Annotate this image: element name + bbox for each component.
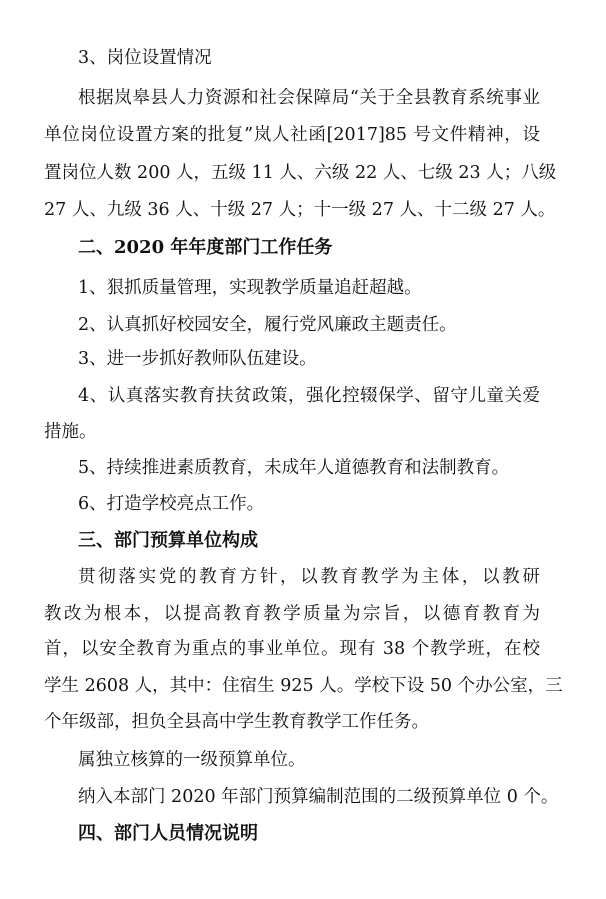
paragraph-line: 教改为根本，以提高教育教学质量为宗旨，以德育教育为	[44, 604, 540, 624]
paragraph-line: 27 人、九级 36 人、十级 27 人；十一级 27 人、十二级 27 人。	[44, 200, 556, 220]
task-item: 3、进一步抓好教师队伍建设。	[78, 349, 317, 369]
paragraph-line: 置岗位人数 200 人，五级 11 人、六级 22 人、七级 23 人；八级	[44, 163, 557, 183]
task-item: 6、打造学校亮点工作。	[78, 494, 265, 514]
task-item: 1、狠抓质量管理，实现教学质量追赶超越。	[78, 278, 422, 298]
subsection-title-post-setting: 3、岗位设置情况	[78, 48, 212, 68]
task-item: 2、认真抓好校园安全，履行党风廉政主题责任。	[78, 315, 457, 335]
paragraph-line: 贯彻落实党的教育方针，以教育教学为主体，以教研	[78, 567, 540, 587]
task-item: 5、持续推进素质教育，未成年人道德教育和法制教育。	[78, 458, 510, 478]
paragraph-line: 纳入本部门 2020 年部门预算编制范围的二级预算单位 0 个。	[78, 787, 559, 807]
task-item-continued: 措施。	[44, 422, 97, 442]
paragraph-line: 学生 2608 人，其中：住宿生 925 人。学校下设 50 个办公室，三	[44, 676, 563, 696]
paragraph-line: 首，以安全教育为重点的事业单位。现有 38 个教学班，在校	[44, 639, 540, 659]
paragraph-line: 单位岗位设置方案的批复”岚人社函[2017]85 号文件精神，设	[44, 125, 540, 145]
paragraph-line: 个年级部，担负全县高中学生教育教学工作任务。	[44, 712, 429, 732]
paragraph-line: 根据岚皋县人力资源和社会保障局“关于全县教育系统事业	[78, 88, 540, 108]
task-item: 4、认真落实教育扶贫政策，强化控辍保学、留守儿童关爱	[78, 386, 540, 406]
section-heading-budget-units: 三、部门预算单位构成	[78, 530, 258, 551]
paragraph-line: 属独立核算的一级预算单位。	[78, 750, 306, 770]
section-heading-staff: 四、部门人员情况说明	[78, 823, 258, 844]
section-heading-work-tasks: 二、2020 年年度部门工作任务	[78, 237, 333, 258]
